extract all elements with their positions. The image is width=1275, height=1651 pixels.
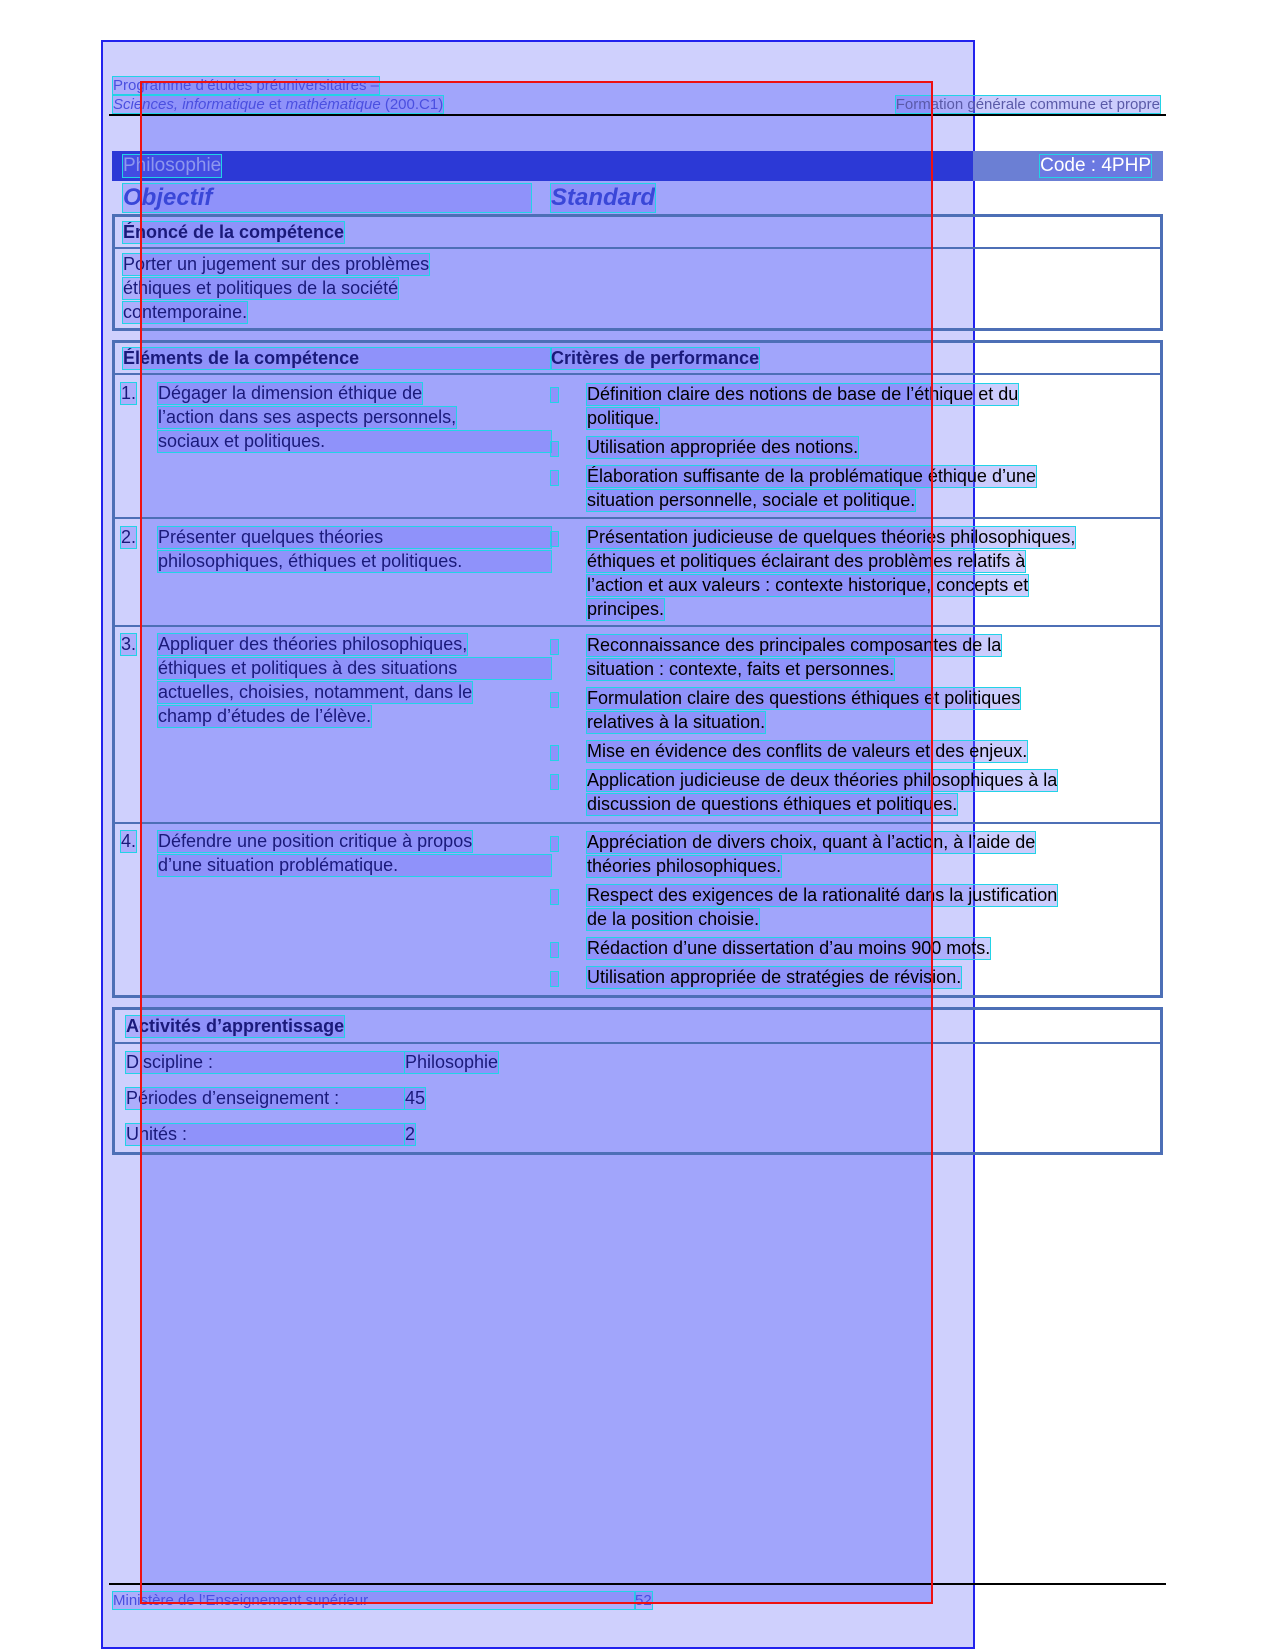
criteria-bullet-icon (551, 972, 558, 986)
element-1-line-2: l’action dans ses aspects personnels, (158, 407, 457, 427)
criteria-4-4-line-1: Utilisation appropriée de stratégies de révision. (587, 967, 962, 987)
criteria-4-2-line-1: Respect des exigences de la rationalité dans la justification (587, 885, 1058, 905)
criteria-3-1-line-1: Reconnaissance des principales composantes de la (587, 635, 1002, 655)
footer-divider (109, 1583, 1166, 1585)
criteria-1-3-line-1: Élaboration suffisante de la problématique éthique d’une (587, 466, 1036, 486)
header-italic-1: Sciences, informatique (113, 96, 265, 113)
criteria-bullet-icon (551, 532, 558, 546)
criteria-4-1-line-2: théories philosophiques. (587, 856, 782, 876)
footer-ministry: Ministère de l’Enseignement supérieur (113, 1592, 635, 1609)
criteria-bullet-icon (551, 890, 558, 904)
element-4-number: 4. (121, 831, 137, 851)
unites-value: 2 (405, 1124, 416, 1144)
element-1-number: 1. (121, 383, 137, 403)
element-3-line-3: actuelles, choisies, notamment, dans le (158, 682, 473, 702)
elements-header-divider (112, 373, 1163, 375)
enonce-line-2: éthiques et politiques de la société (123, 278, 399, 298)
element-3-line-2: éthiques et politiques à des situations (158, 658, 551, 679)
course-code: Code : 4PHP (1040, 155, 1151, 176)
standard-heading: Standard (551, 184, 656, 211)
criteria-bullet-icon (551, 943, 558, 957)
activites-divider (112, 1042, 1163, 1044)
enonce-divider (112, 247, 1163, 249)
criteria-1-3-line-2: situation personnelle, sociale et politique. (587, 490, 916, 510)
criteria-4-1-line-1: Appréciation de divers choix, quant à l’action, à l’aide de (587, 832, 1036, 852)
discipline-label: Discipline : (126, 1052, 404, 1073)
course-title: Philosophie (123, 155, 222, 176)
periodes-value: 45 (405, 1088, 426, 1108)
criteria-3-4-line-2: discussion de questions éthiques et politiques. (587, 794, 958, 814)
discipline-value: Philosophie (405, 1052, 499, 1072)
row-divider-2 (112, 625, 1163, 627)
criteria-bullet-icon (551, 837, 558, 851)
element-3-line-1: Appliquer des théories philosophiques, (158, 634, 468, 654)
element-2-number: 2. (121, 527, 137, 547)
enonce-line-3: contemporaine. (123, 302, 248, 322)
criteria-1-2-line-1: Utilisation appropriée des notions. (587, 437, 859, 457)
objectif-heading: Objectif (123, 184, 531, 212)
header-program-subline (113, 96, 443, 113)
footer-page-number: 52 (635, 1592, 652, 1609)
row-divider-3 (112, 822, 1163, 824)
criteria-1-1-line-1: Définition claire des notions de base de l’éthique et du (587, 384, 1019, 404)
unites-label: Unités : (126, 1124, 404, 1145)
criteria-bullet-icon (551, 693, 558, 707)
enonce-line-1: Porter un jugement sur des problèmes (123, 254, 430, 274)
criteria-bullet-icon (551, 640, 558, 654)
criteria-heading: Critères de performance (551, 348, 760, 368)
criteria-3-2-line-2: relatives à la situation. (587, 712, 766, 732)
element-3-line-4: champ d’études de l’élève. (158, 706, 372, 726)
criteria-bullet-icon (551, 471, 558, 485)
criteria-4-3-line-1: Rédaction d’une dissertation d’au moins 900 mots. (587, 938, 991, 958)
criteria-bullet-icon (551, 746, 558, 760)
element-2-line-2: philosophiques, éthiques et politiques. (158, 551, 551, 572)
criteria-bullet-icon (551, 442, 558, 456)
element-4-line-2: d’une situation problématique. (158, 855, 551, 876)
criteria-bullet-icon (551, 388, 558, 402)
criteria-bullet-icon (551, 775, 558, 789)
elements-heading: Éléments de la compétence (123, 348, 551, 369)
criteria-2-1-line-3: l’action et aux valeurs : contexte historique, concepts et (587, 575, 1029, 595)
header-right-label: Formation générale commune et propre (895, 96, 1160, 113)
criteria-2-1-line-2: éthiques et politiques éclairant des problèmes relatifs à (587, 551, 1026, 571)
header-italic-2: mathématique (285, 96, 381, 113)
element-1-line-3: sociaux et politiques. (158, 431, 551, 452)
criteria-1-1-line-2: politique. (587, 408, 660, 428)
activites-heading: Activités d’apprentissage (126, 1016, 345, 1036)
criteria-2-1-line-4: principes. (587, 599, 665, 619)
row-divider-1 (112, 517, 1163, 519)
criteria-4-2-line-2: de la position choisie. (587, 909, 760, 929)
criteria-3-4-line-1: Application judicieuse de deux théories philosophiques à la (587, 770, 1058, 790)
element-2-line-1: Présenter quelques théories (158, 527, 551, 548)
header-divider (109, 114, 1166, 116)
header-program-line: Programme d’études préuniversitaires – (113, 77, 379, 94)
element-4-line-1: Défendre une position critique à propos (158, 831, 473, 851)
criteria-3-2-line-1: Formulation claire des questions éthiques et politiques (587, 688, 1021, 708)
element-3-number: 3. (121, 634, 137, 654)
title-bar (112, 151, 1163, 181)
criteria-2-1-line-1: Présentation judicieuse de quelques théories philosophiques, (587, 527, 1076, 547)
header-plain-1: et (264, 96, 286, 113)
periodes-label: Périodes d’enseignement : (126, 1088, 404, 1109)
criteria-3-3-line-1: Mise en évidence des conflits de valeurs et des enjeux. (587, 741, 1028, 761)
enonce-heading: Énoncé de la compétence (123, 222, 345, 242)
criteria-3-1-line-2: situation : contexte, faits et personnes. (587, 659, 895, 679)
element-1-line-1: Dégager la dimension éthique de (158, 383, 423, 403)
header-plain-2: (200.C1) (380, 96, 444, 113)
